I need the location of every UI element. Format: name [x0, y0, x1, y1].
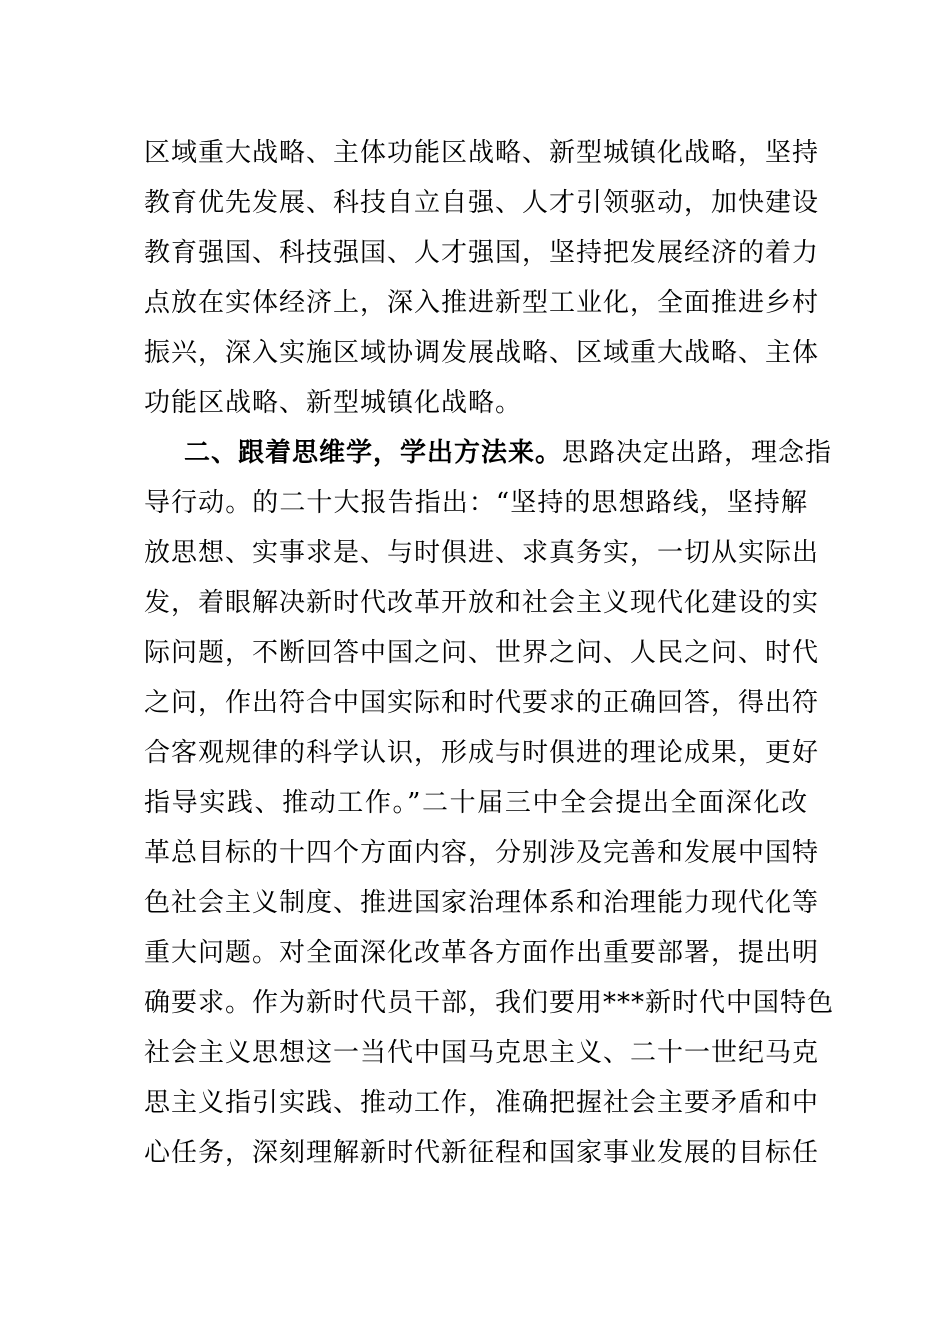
text-line: 教育优先发展、科技自立自强、人才引领驱动，加快建设	[144, 188, 820, 218]
text-line: 功能区战略、新型城镇化战略。	[144, 388, 523, 418]
text-line: 际问题，不断回答中国之问、世界之问、人民之问、时代	[144, 638, 820, 668]
text-line: 社会主义思想这一当代中国马克思主义、二十一世纪马克	[144, 1038, 820, 1068]
paragraph-section-two	[144, 428, 835, 1178]
text-line: 振兴，深入实施区域协调发展战略、区域重大战略、主体	[144, 338, 820, 368]
text-line: 导行动。的二十大报告指出：“坚持的思想路线，坚持解	[144, 488, 808, 518]
heading-line-text: 思路决定出路，理念指	[562, 438, 833, 468]
text-line: 思主义指引实践、推动工作，准确把握社会主要矛盾和中	[144, 1088, 820, 1118]
text-line: 确要求。作为新时代员干部，我们要用***新时代中国特色	[144, 988, 835, 1018]
text-line: 合客观规律的科学认识，形成与时俱进的理论成果，更好	[144, 738, 820, 768]
section-heading: 二、跟着思维学，学出方法来。	[184, 438, 563, 468]
text-line: 区域重大战略、主体功能区战略、新型城镇化战略，坚持	[144, 138, 820, 168]
text-line: 点放在实体经济上，深入推进新型工业化，全面推进乡村	[144, 288, 820, 318]
text-line: 之问，作出符合中国实际和时代要求的正确回答，得出符	[144, 688, 820, 718]
text-line: 心任务，深刻理解新时代新征程和国家事业发展的目标任	[144, 1138, 820, 1168]
text-line: 色社会主义制度、推进国家治理体系和治理能力现代化等	[144, 888, 820, 918]
text-line: 发，着眼解决新时代改革开放和社会主义现代化建设的实	[144, 588, 820, 618]
text-line: 教育强国、科技强国、人才强国，坚持把发展经济的着力	[144, 238, 820, 268]
text-line: 放思想、实事求是、与时俱进、求真务实，一切从实际出	[144, 538, 820, 568]
paragraph-strategy-continuation	[144, 128, 820, 428]
text-line: 重大问题。对全面深化改革各方面作出重要部署，提出明	[144, 938, 820, 968]
text-line: 指导实践、推动工作。”二十届三中全会提出全面深化改	[144, 788, 808, 818]
section-heading-line	[144, 428, 833, 478]
text-line: 革总目标的十四个方面内容，分别涉及完善和发展中国特	[144, 838, 820, 868]
